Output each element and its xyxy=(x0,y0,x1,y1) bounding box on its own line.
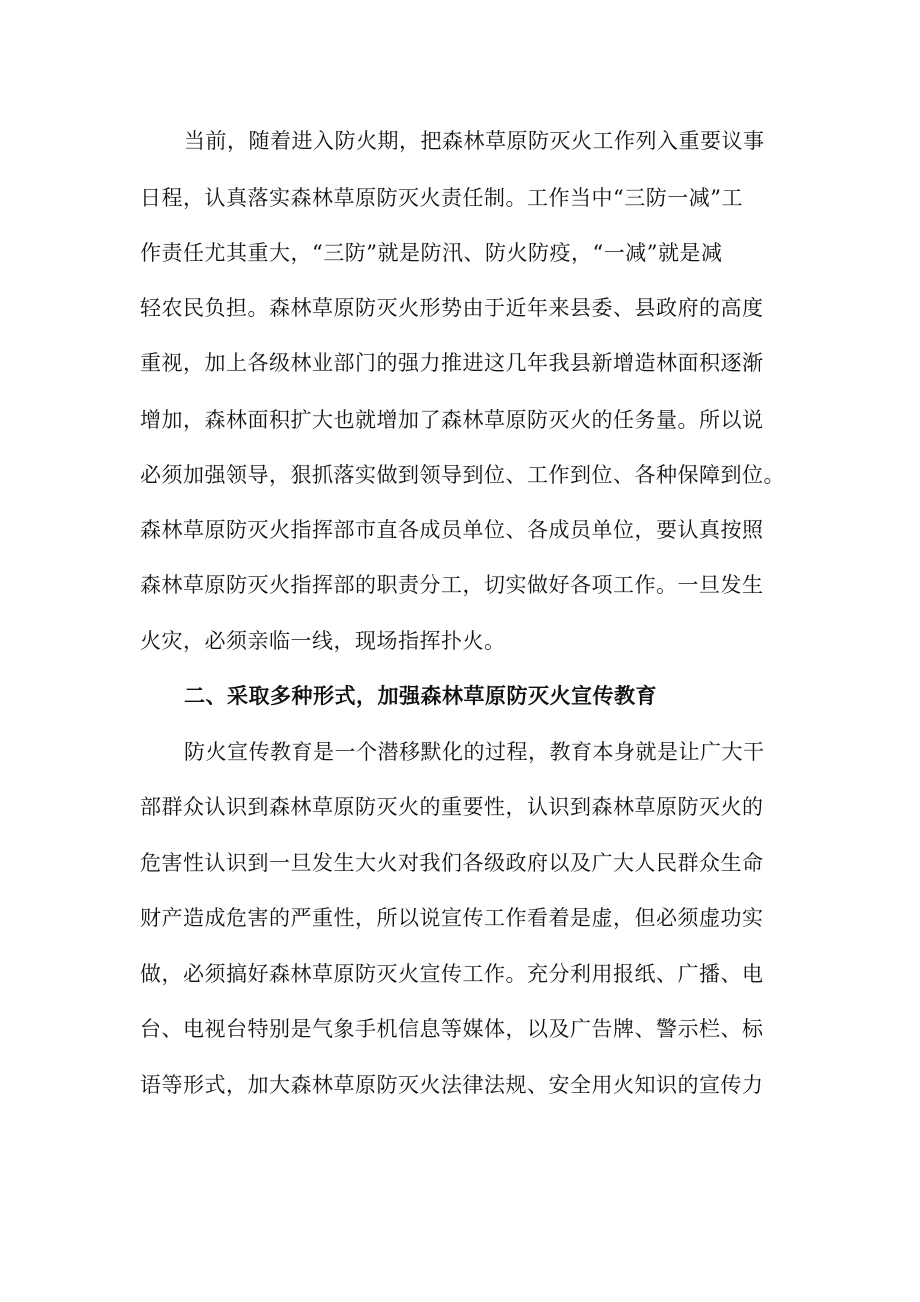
text-line: 轻农民负担。森林草原防灭火形势由于近年来县委、县政府的高度 xyxy=(140,296,764,320)
text-line: 增加，森林面积扩大也就增加了森林草原防灭火的任务量。所以说 xyxy=(140,408,764,432)
text-line: 危害性认识到一旦发生大火对我们各级政府以及广大人民群众生命 xyxy=(140,851,764,875)
text-line: 重视，加上各级林业部门的强力推进这几年我县新增造林面积逐渐 xyxy=(140,351,764,375)
text-line: 语等形式，加大森林草原防灭火法律法规、安全用火知识的宣传力 xyxy=(140,1073,764,1097)
text-line: 作责任尤其重大，“三防”就是防汛、防火防疫，“一减”就是减 xyxy=(140,241,723,265)
text-line: 台、电视台特别是气象手机信息等媒体，以及广告牌、警示栏、标 xyxy=(140,1017,764,1041)
text-line: 财产造成危害的严重性，所以说宣传工作看着是虚，但必须虚功实 xyxy=(140,906,764,930)
text-line: 火灾，必须亲临一线，现场指挥扑火。 xyxy=(140,629,506,653)
text-line: 日程，认真落实森林草原防灭火责任制。工作当中“三防一减”工 xyxy=(140,186,743,210)
text-line: 森林草原防灭火指挥部市直各成员单位、各成员单位，要认真按照 xyxy=(140,518,764,542)
text-line: 当前，随着进入防火期，把森林草原防灭火工作列入重要议事 xyxy=(184,129,765,153)
text-line: 做，必须搞好森林草原防灭火宣传工作。充分利用报纸、广播、电 xyxy=(140,962,764,986)
text-line: 森林草原防灭火指挥部的职责分工，切实做好各项工作。一旦发生 xyxy=(140,573,764,597)
text-line: 防火宣传教育是一个潜移默化的过程，教育本身就是让广大干 xyxy=(184,740,765,764)
section-heading: 二、采取多种形式，加强森林草原防灭火宣传教育 xyxy=(184,683,657,708)
text-line: 部群众认识到森林草原防灭火的重要性，认识到森林草原防灭火的 xyxy=(140,795,764,819)
text-line: 必须加强领导，狠抓落实做到领导到位、工作到位、各种保障到位。 xyxy=(140,463,785,487)
